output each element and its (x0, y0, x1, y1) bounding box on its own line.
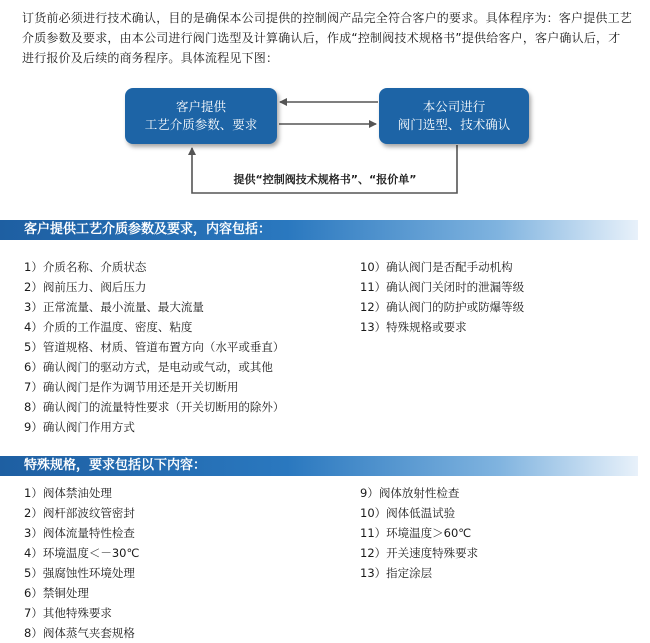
list-item: 12）开关速度特殊要求 (360, 546, 479, 560)
customer-box-line1: 客户提供 (175, 99, 226, 114)
params-list-left (24, 257, 284, 437)
list-item: 2）阀杆部波纹管密封 (24, 506, 135, 520)
list-item: 12）确认阀门的防护或防爆等级 (360, 300, 525, 314)
section-header-special-specs (0, 456, 638, 476)
list-item: 11）环境温度＞60℃ (360, 526, 472, 540)
list-item: 11）确认阀门关闭时的泄漏等级 (360, 280, 525, 294)
list-item: 10）阀体低温试验 (360, 506, 456, 520)
intro-paragraph: 订货前必须进行技术确认，目的是确保本公司提供的控制阀产品完全符合客户的要求。具体程序为：客户提供工艺介质参数及要求，由本公司进行阀门选型及计算确认后，作成“控制阀技术规格书”提供给客户，客户确认后，才进行报价及后续的商务程序。具体流程见下图： (22, 11, 633, 65)
section-title: 客户提供工艺介质参数及要求，内容包括： (24, 222, 272, 237)
list-item: 3）正常流量、最小流量、最大流量 (24, 300, 204, 314)
list-item: 3）阀体流量特性检查 (24, 526, 135, 540)
list-item: 6）禁铜处理 (24, 586, 89, 600)
company-box-line1: 本公司进行 (422, 99, 486, 114)
process-flow-diagram (0, 0, 650, 210)
list-item: 13）特殊规格或要求 (360, 320, 467, 334)
list-item: 5）强腐蚀性环境处理 (24, 566, 135, 580)
company-confirms-box (379, 88, 529, 144)
feedback-loop-label: 提供“控制阀技术规格书”、“报价单” (205, 171, 445, 187)
specs-list-left (24, 483, 139, 643)
list-item: 9）阀体放射性检查 (360, 486, 460, 500)
list-item: 2）阀前压力、阀后压力 (24, 280, 147, 294)
list-item: 5）管道规格、材质、管道布置方向（水平或垂直） (24, 340, 285, 354)
list-item: 13）指定涂层 (360, 566, 433, 580)
list-item: 8）阀体蒸气夹套规格 (24, 626, 135, 640)
list-item: 6）确认阀门的驱动方式，是电动或气动，或其他 (24, 360, 273, 374)
customer-provides-box (125, 88, 277, 144)
specs-list-right (360, 483, 478, 583)
list-item: 8）确认阀门的流量特性要求（开关切断用的除外） (24, 400, 285, 414)
list-item: 9）确认阀门作用方式 (24, 420, 135, 434)
customer-box-line2: 工艺介质参数、要求 (144, 117, 258, 132)
section-header-process-params (0, 220, 638, 240)
params-list-right (360, 257, 524, 337)
list-item: 4）环境温度＜－30℃ (24, 546, 140, 560)
list-item: 1）阀体禁油处理 (24, 486, 112, 500)
list-item: 7）其他特殊要求 (24, 606, 112, 620)
list-item: 1）介质名称、介质状态 (24, 260, 147, 274)
list-item: 10）确认阀门是否配手动机构 (360, 260, 513, 274)
company-box-line2: 阀门选型、技术确认 (397, 117, 511, 132)
section-title: 特殊规格，要求包括以下内容： (24, 458, 207, 473)
list-item: 7）确认阀门是作为调节用还是开关切断用 (24, 380, 239, 394)
list-item: 4）介质的工作温度、密度、粘度 (24, 320, 193, 334)
